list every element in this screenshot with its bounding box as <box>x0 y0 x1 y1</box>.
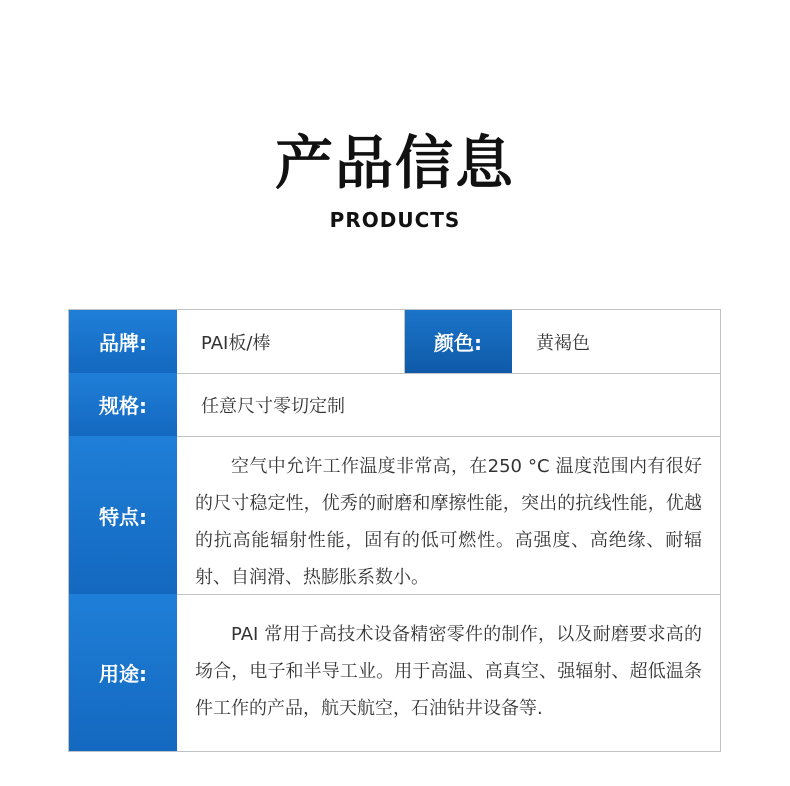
color-label: 颜色: <box>404 310 512 373</box>
page-subtitle: PRODUCTS <box>329 208 461 232</box>
brand-value: PAI板/棒 <box>201 332 271 354</box>
spec-value: 任意尺寸零切定制 <box>201 395 345 417</box>
features-value: 空气中允许工作温度非常高，在250 °C 温度范围内有很好的尺寸稳定性，优秀的耐磨和摩擦性能，突出的抗线性能，优越的抗高能辐射性能，固有的低可燃性。高强度、高绝缘、耐辐射、自润滑、热膨胀系数小。 <box>195 456 702 588</box>
brand-label: 品牌: <box>69 310 177 373</box>
color-value: 黄褐色 <box>536 332 590 354</box>
usage-label: 用途: <box>69 594 177 751</box>
usage-value: PAI 常用于高技术设备精密零件的制作，以及耐磨要求高的场合，电子和半导工业。用于高温、高真空、强辐射、超低温条件工作的产品，航天航空，石油钻井设备等. <box>195 624 702 719</box>
spec-label: 规格: <box>69 373 177 436</box>
column-divider <box>404 310 405 373</box>
product-info-table <box>68 309 721 752</box>
row-divider <box>177 373 720 374</box>
features-label: 特点: <box>69 436 177 594</box>
row-divider <box>177 436 720 437</box>
page-title: 产品信息 <box>274 129 515 197</box>
row-divider <box>177 594 720 595</box>
